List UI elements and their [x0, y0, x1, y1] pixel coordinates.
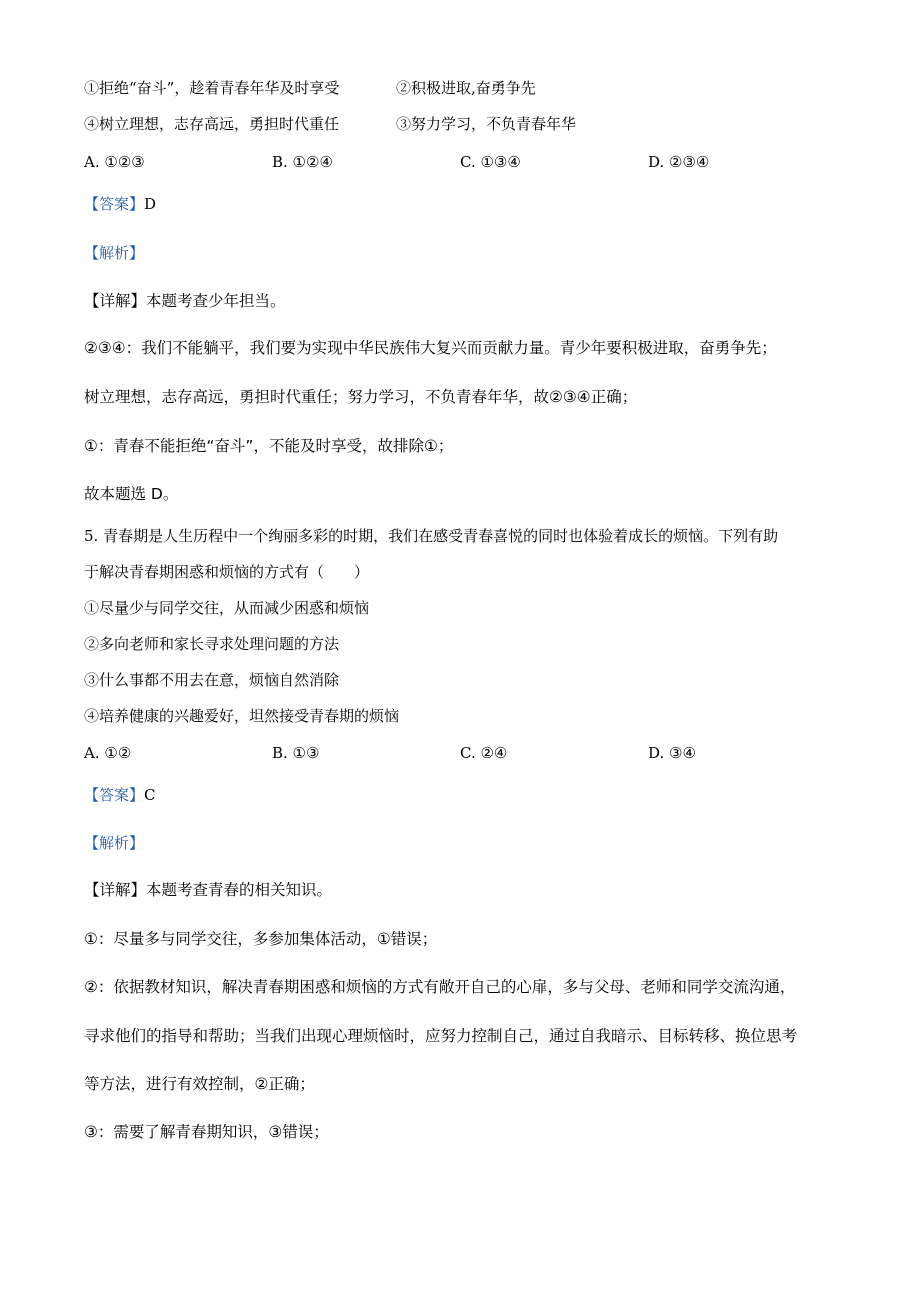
q4-statement-3: ③努力学习，不负青春年华 — [396, 115, 577, 133]
q5-answer-value: C — [144, 786, 156, 804]
q5-para-1: ①：尽量多与同学交往，多参加集体活动，①错误； — [84, 930, 438, 948]
q5-stem-line-1: 5. 青春期是人生历程中一个绚丽多彩的时期，我们在感受青春喜悦的同时也体验着成长的烦恼。下列有助 — [84, 527, 779, 545]
q4-analysis-tag: 【解析】 — [84, 244, 145, 262]
q4-answer-tag: 【答案】 — [84, 195, 145, 213]
q4-detail: 【详解】本题考查少年担当。 — [84, 292, 286, 310]
q5-item-3: ③什么事都不用去在意，烦恼自然消除 — [84, 671, 340, 689]
q5-para-2: ②：依据教材知识，解决青春期困惑和烦恼的方式有敞开自己的心扉，多与父母、老师和同学交流沟通， — [84, 978, 796, 996]
q4-statement-1: ①拒绝“奋斗”，趁着青春年华及时享受 — [84, 79, 340, 97]
q5-analysis-line — [84, 833, 860, 853]
q5-para-5: ③：需要了解青春期知识，③错误； — [84, 1123, 329, 1141]
q5-answer-line — [84, 785, 860, 805]
q5-item-1: ①尽量少与同学交往，从而减少困惑和烦恼 — [84, 599, 370, 617]
q4-para-2: 树立理想，志存高远，勇担时代重任；努力学习，不负青春年华，故②③④正确； — [84, 388, 638, 406]
q5-option-c: C. ②④ — [460, 744, 508, 762]
q5-para-3: 寻求他们的指导和帮助；当我们出现心理烦恼时，应努力控制自己，通过自我暗示、目标转移、换位思考 — [84, 1027, 798, 1045]
q4-para-3: ①：青春不能拒绝“奋斗”，不能及时享受，故排除①； — [84, 437, 454, 455]
q5-option-b: B. ①③ — [272, 744, 320, 762]
q4-statement-2: ②积极进取,奋勇争先 — [396, 79, 536, 97]
q4-answer-value: D — [144, 195, 157, 213]
q5-stem-line-2: 于解决青春期困惑和烦恼的方式有（ ） — [84, 563, 370, 581]
q4-para-4: 故本题选 D。 — [84, 485, 179, 503]
q5-option-a: A. ①② — [84, 744, 132, 762]
q5-analysis-tag: 【解析】 — [84, 834, 145, 852]
q4-option-b: B. ①②④ — [272, 153, 333, 171]
q4-option-d: D. ②③④ — [648, 153, 710, 171]
q4-statement-row-1 — [84, 78, 860, 98]
q5-answer-tag: 【答案】 — [84, 786, 145, 804]
q4-statement-row-2 — [84, 114, 860, 134]
q4-analysis-line — [84, 243, 860, 263]
q5-option-d: D. ③④ — [648, 744, 696, 762]
q5-para-4: 等方法，进行有效控制，②正确； — [84, 1075, 315, 1093]
q4-para-1: ②③④：我们不能躺平，我们要为实现中华民族伟大复兴而贡献力量。青少年要积极进取，奋勇争先； — [84, 339, 777, 357]
q4-option-a: A. ①②③ — [84, 153, 145, 171]
q4-option-c: C. ①③④ — [460, 153, 521, 171]
q5-item-4: ④培养健康的兴趣爱好，坦然接受青春期的烦恼 — [84, 707, 400, 725]
q5-detail: 【详解】本题考查青春的相关知识。 — [84, 881, 333, 899]
q5-item-2: ②多向老师和家长寻求处理问题的方法 — [84, 635, 340, 653]
q4-answer-line — [84, 194, 860, 214]
q4-statement-4: ④树立理想，志存高远，勇担时代重任 — [84, 115, 340, 133]
